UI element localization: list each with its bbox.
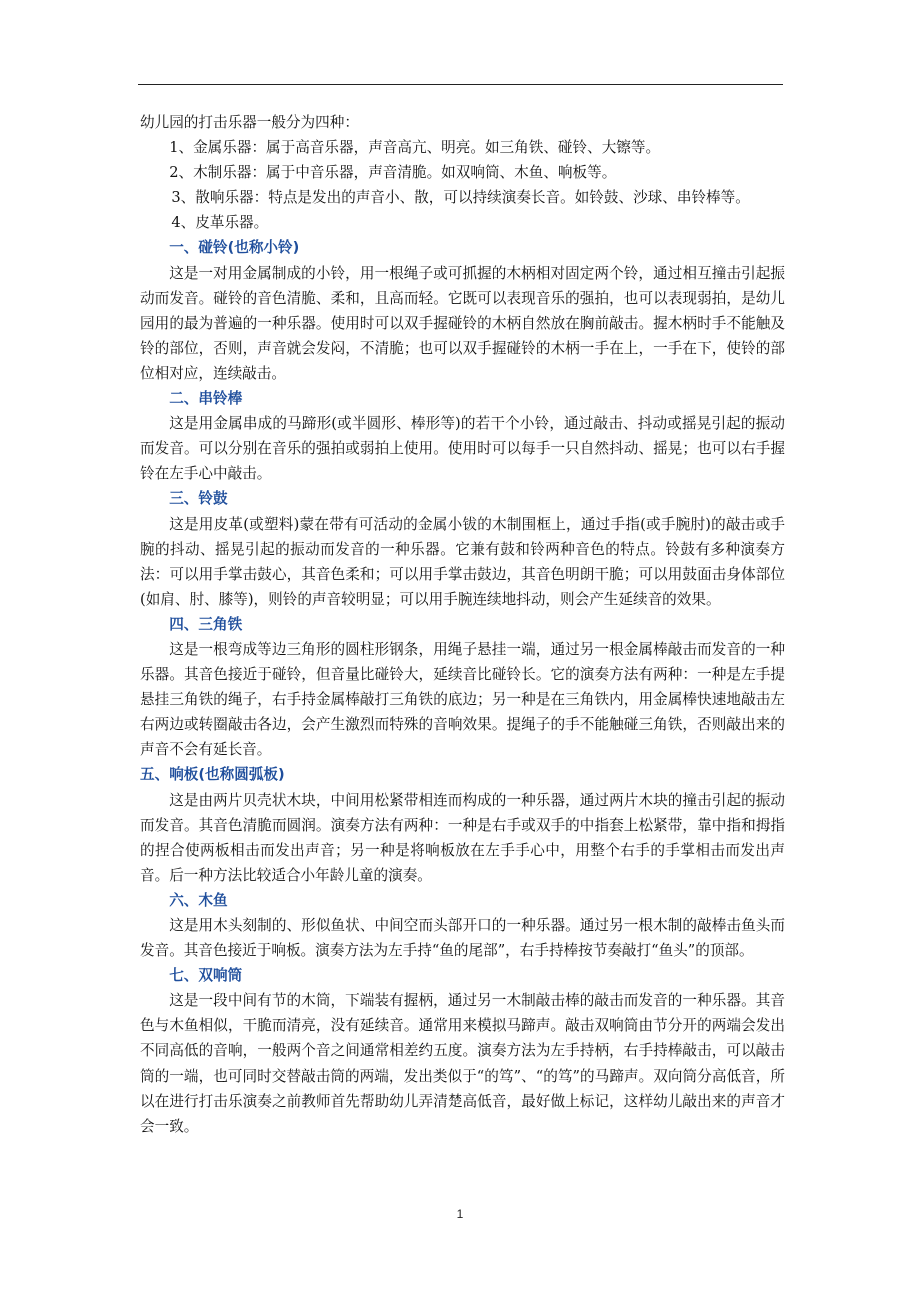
section-text-linggu: 这是用皮革(或塑料)蒙在带有可活动的金属小钹的木制围框上，通过手指(或手腕肘)的敲击或手腕的抖动、摇晃引起的振动而发音的一种乐器。它兼有鼓和铃两种音色的特点。铃鼓有多种演奏方法：可以用手掌击鼓心，其音色柔和；可以用手掌击鼓边，其音色明朗干脆；可以用鼓面击身体部位(如肩、肘、膝等)，则铃的声音较明显；可以用手腕连续地抖动，则会产生延续音的效果。	[140, 515, 785, 608]
section-text-xiangban: 这是由两片贝壳状木块，中间用松紧带相连而构成的一种乐器，通过两片木块的撞击引起的振动而发音。其音色清脆而圆润。演奏方法有两种：一种是右手或双手的中指套上松紧带，靠中指和拇指的捏合使两板相击而发出声音；另一种是将响板放在左手手心中，用整个右手的手掌相击而发出声音。后一种方法比较适合小年龄儿童的演奏。	[140, 791, 785, 884]
intro-item-1: 1、金属乐器：属于高音乐器，声音高亢、明亮。如三角铁、碰铃、大镲等。	[169, 139, 661, 157]
page-number: 1	[456, 1207, 464, 1221]
section-text-muyu: 这是用木头刻制的、形似鱼状、中间空而头部开口的一种乐器。通过另一根木制的敲棒击鱼头而发音。其音色接近于响板。演奏方法为左手持“鱼的尾部”，右手持棒按节奏敲打“鱼头”的顶部。	[140, 917, 785, 960]
section-text-shuangxiangtong: 这是一段中间有节的木筒，下端装有握柄，通过另一木制敲击棒的敲击而发音的一种乐器。其音色与木鱼相似，干脆而清亮，没有延续音。通常用来模拟马蹄声。敲击双响筒由节分开的两端会发出不同高低的音响，一般两个音之间通常相差约五度。演奏方法为左手持柄，右手持棒敲击，可以敲击筒的一端，也可同时交替敲击筒的两端，发出类似于“的笃”、“的笃”的马蹄声。双向筒分高低音，所以在进行打击乐演奏之前教师首先帮助幼儿弄清楚高低音，最好做上标记，这样幼儿敲出来的声音才会一致。	[140, 992, 785, 1135]
section-heading-muyu: 六、木鱼	[169, 891, 228, 909]
section-heading-pengling: 一、碰铃(也称小铃)	[169, 239, 300, 257]
intro-item-4: 4、皮革乐器。	[171, 214, 269, 232]
section-heading-xiangban: 五、响板(也称圆弧板)	[140, 766, 285, 784]
intro-item-3: 3、散响乐器：特点是发出的声音小、散，可以持续演奏长音。如铃鼓、沙球、串铃棒等。	[171, 189, 750, 207]
document-body	[140, 110, 785, 1139]
intro-item-2: 2、木制乐器：属于中音乐器，声音清脆。如双响筒、木鱼、响板等。	[169, 164, 617, 182]
section-heading-linggu: 三、铃鼓	[169, 490, 228, 508]
section-heading-sanjiaotie: 四、三角铁	[169, 615, 243, 633]
intro-title: 幼儿园的打击乐器一般分为四种：	[140, 114, 359, 131]
section-text-chuanlingbang: 这是用金属串成的马蹄形(或半圆形、棒形等)的若干个小铃，通过敲击、抖动或摇晃引起的振动而发音。可以分别在音乐的强拍或弱拍上使用。使用时可以每手一只自然抖动、摇晃；也可以右手握铃在左手心中敲击。	[140, 415, 785, 483]
section-text-sanjiaotie: 这是一根弯成等边三角形的圆柱形钢条，用绳子悬挂一端，通过另一根金属棒敲击而发音的一种乐器。其音色接近于碰铃，但音量比碰铃大，延续音比碰铃长。它的演奏方法有两种：一种是左手提悬挂三角铁的绳子，右手持金属棒敲打三角铁的底边；另一种是在三角铁内，用金属棒快速地敲击左右两边或转圈敲击各边，会产生激烈而特殊的音响效果。提绳子的手不能触碰三角铁，否则敲出来的声音不会有延长音。	[140, 640, 785, 759]
section-heading-shuangxiangtong: 七、双响筒	[169, 967, 243, 985]
section-heading-chuanlingbang: 二、串铃棒	[169, 390, 243, 408]
header-rule	[138, 84, 783, 85]
section-text-pengling: 这是一对用金属制成的小铃，用一根绳子或可抓握的木柄相对固定两个铃，通过相互撞击引起振动而发音。碰铃的音色清脆、柔和，且高而轻。它既可以表现音乐的强拍，也可以表现弱拍，是幼儿园用的最为普遍的一种乐器。使用时可以双手握碰铃的木柄自然放在胸前敲击。握木柄时手不能触及铃的部位，否则，声音就会发闷，不清脆；也可以双手握碰铃的木柄一手在上，一手在下，使铃的部位相对应，连续敲击。	[140, 264, 785, 382]
